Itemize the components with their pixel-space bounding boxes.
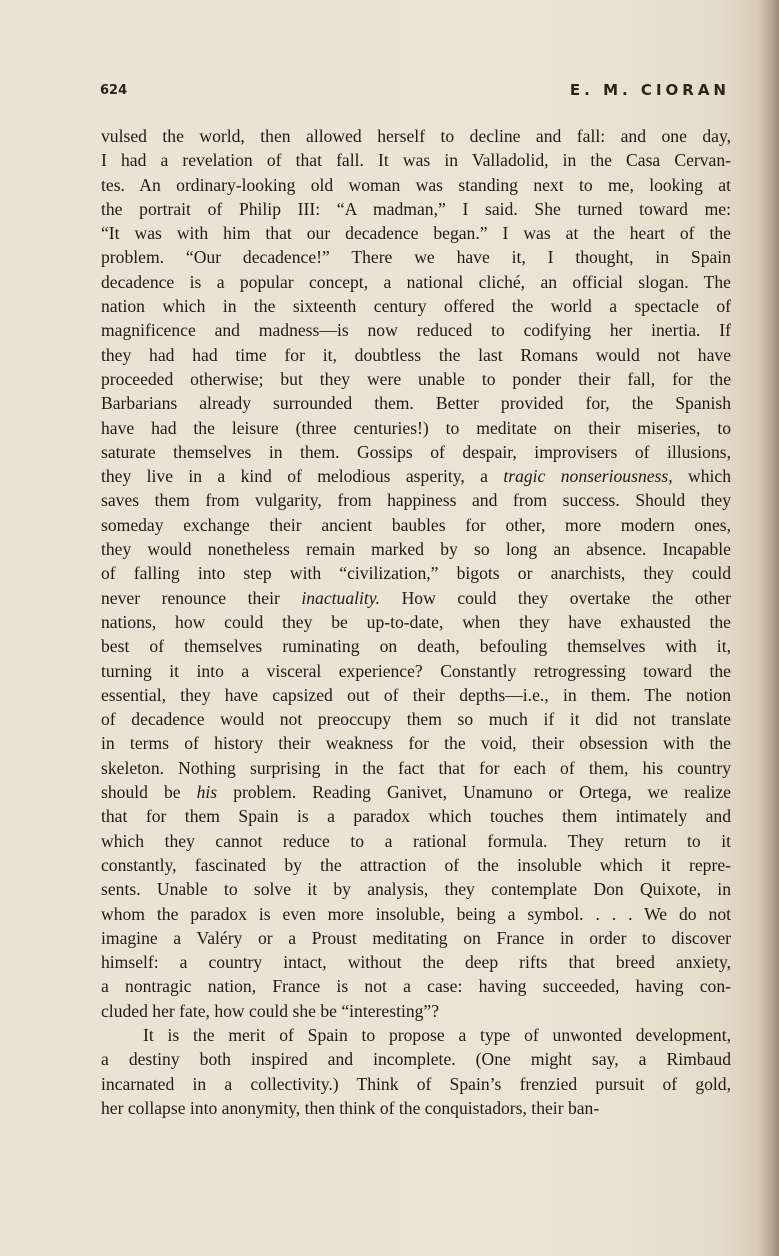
text-line: cluded her fate, how could she be “interesting”? bbox=[101, 1000, 440, 1021]
text-line: whom the paradox is even more insoluble, being a symbol. . . . We do not bbox=[101, 903, 731, 924]
text-line: It is the merit of Spain to propose a type of unwonted development, bbox=[143, 1024, 731, 1045]
text-line: someday exchange their ancient baubles for other, more modern ones, bbox=[101, 514, 731, 535]
text-line: should be his problem. Reading Ganivet, Unamuno or Ortega, we realize bbox=[101, 782, 731, 803]
text-line: of falling into step with “civilization,” bigots or anarchists, they could bbox=[101, 563, 731, 584]
paragraph bbox=[101, 1023, 731, 1120]
running-head bbox=[100, 80, 730, 104]
text-line: her collapse into anonymity, then think of the conquistadors, their ban- bbox=[101, 1097, 600, 1118]
page-number: 624 bbox=[100, 83, 128, 98]
text-line: the portrait of Philip III: “A madman,” I said. She turned toward me: bbox=[101, 198, 731, 219]
text-line: they had had time for it, doubtless the last Romans would not have bbox=[101, 344, 731, 365]
text-line: nation which in the sixteenth century offered the world a spectacle of bbox=[101, 296, 731, 317]
text-line: best of themselves ruminating on death, befouling themselves with it, bbox=[101, 636, 731, 657]
text-line: in terms of history their weakness for the void, their obsession with the bbox=[101, 733, 731, 754]
text-line: they live in a kind of melodious asperity, a tragic nonseriousness, which bbox=[101, 466, 732, 487]
text-line: imagine a Valéry or a Proust meditating on France in order to discover bbox=[101, 927, 731, 948]
book-spine-shadow bbox=[757, 0, 779, 1256]
text-line: nations, how could they be up-to-date, when they have exhausted the bbox=[101, 611, 731, 632]
text-line: of decadence would not preoccupy them so much if it did not translate bbox=[101, 709, 731, 730]
text-line: essential, they have capsized out of their depths—i.e., in them. The notion bbox=[101, 684, 731, 705]
body-text bbox=[101, 124, 731, 1120]
text-line: they would nonetheless remain marked by so long an absence. Incapable bbox=[101, 539, 731, 560]
text-line: sents. Unable to solve it by analysis, they contemplate Don Quixote, in bbox=[101, 879, 731, 900]
text-line: turning it into a visceral experience? Constantly retrogressing toward the bbox=[101, 660, 731, 681]
text-line: decadence is a popular concept, a national cliché, an official slogan. The bbox=[101, 271, 731, 292]
text-line: saturate themselves in them. Gossips of despair, improvisers of illusions, bbox=[101, 441, 731, 462]
text-line: a nontragic nation, France is not a case: having succeeded, having con- bbox=[101, 976, 731, 997]
text-line: magnificence and madness—is now reduced to codifying her inertia. If bbox=[101, 320, 731, 341]
text-line: Barbarians already surrounded them. Better provided for, the Spanish bbox=[101, 393, 731, 414]
paragraph bbox=[101, 124, 731, 1023]
text-line: saves them from vulgarity, from happiness and from success. Should they bbox=[101, 490, 731, 511]
text-line: I had a revelation of that fall. It was in Valladolid, in the Casa Cervan- bbox=[101, 150, 731, 171]
text-line: constantly, fascinated by the attraction of the insoluble which it repre- bbox=[101, 854, 731, 875]
text-line: proceeded otherwise; but they were unable to ponder their fall, for the bbox=[101, 368, 731, 389]
text-line: problem. “Our decadence!” There we have it, I thought, in Spain bbox=[101, 247, 731, 268]
text-line: that for them Spain is a paradox which touches them intimately and bbox=[101, 806, 731, 827]
text-line: incarnated in a collectivity.) Think of Spain’s frenzied pursuit of gold, bbox=[101, 1073, 731, 1094]
text-line: tes. An ordinary-looking old woman was standing next to me, looking at bbox=[101, 174, 731, 195]
text-line: never renounce their inactuality. How could they overtake the other bbox=[101, 587, 732, 608]
text-line: himself: a country intact, without the deep rifts that breed anxiety, bbox=[101, 952, 731, 973]
text-line: which they cannot reduce to a rational formula. They return to it bbox=[101, 830, 731, 851]
text-line: vulsed the world, then allowed herself to decline and fall: and one day, bbox=[101, 126, 731, 146]
running-head-author: E. M. CIORAN bbox=[569, 81, 730, 99]
text-line: a destiny both inspired and incomplete. (One might say, a Rimbaud bbox=[101, 1049, 731, 1070]
text-line: have had the leisure (three centuries!) to meditate on their miseries, to bbox=[101, 417, 731, 438]
text-line: “It was with him that our decadence began.” I was at the heart of the bbox=[101, 223, 731, 244]
text-line: skeleton. Nothing surprising in the fact that for each of them, his country bbox=[101, 757, 731, 778]
